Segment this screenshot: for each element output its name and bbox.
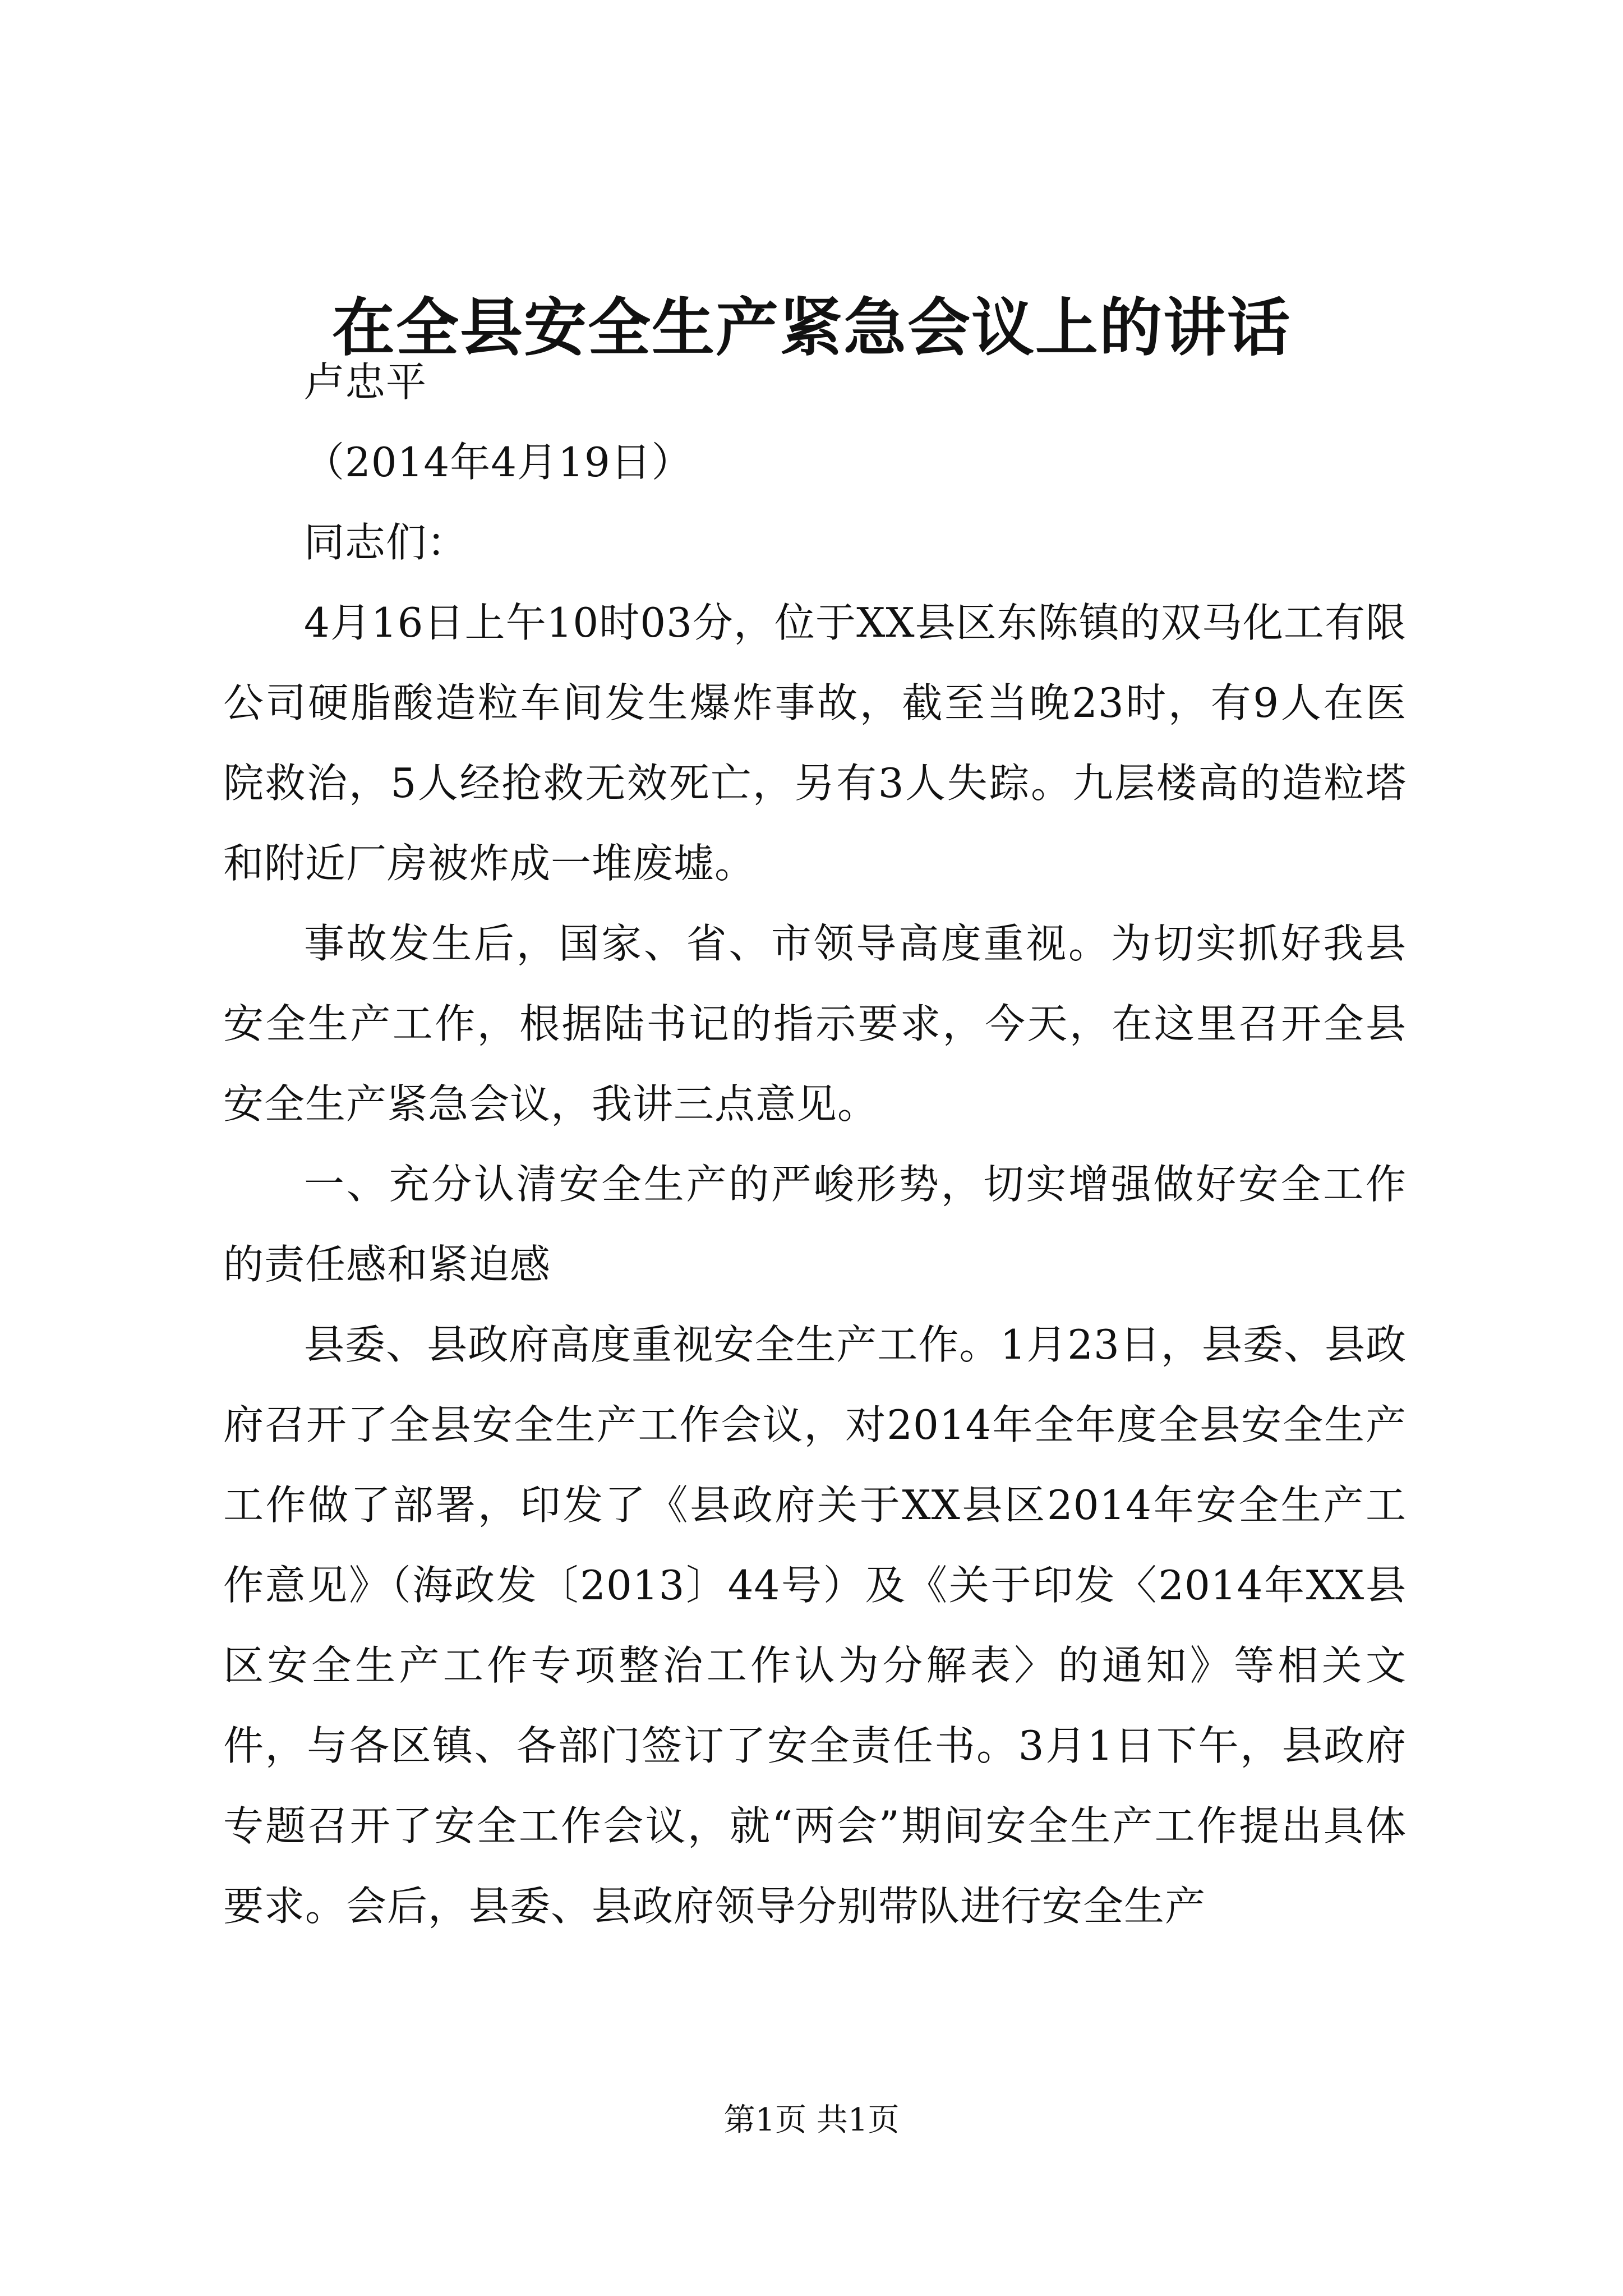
paragraph-incident: 4月16日上午10时03分，位于XX县区东陈镇的双马化工有限公司硬脂酸造粒车间发生爆炸事故，截至当晚23时，有9人在医院救治，5人经抢救无效死亡，另有3人失踪。九层楼高的造粒塔和附近厂房被炸成一堆废墟。: [223, 599, 1407, 887]
salutation: 同志们：: [304, 519, 468, 566]
author-line: 卢忠平: [304, 358, 427, 406]
section-heading-1: 一、充分认清安全生产的严峻形势，切实增强做好安全工作的责任感和紧迫感: [223, 1161, 1407, 1288]
page-title: 在全县安全生产紧急会议上的讲话: [332, 291, 1291, 365]
date-line: （2014年4月19日）: [304, 439, 693, 486]
paragraph-measures: 县委、县政府高度重视安全生产工作。1月23日，县委、县政府召开了全县安全生产工作会议，对2014年全年度全县安全生产工作做了部署，印发了《县政府关于XX县区2014年安全生产工作意见》（海政发〔2013〕44号）及《关于印发〈2014年XX县区安全生产工作专项整治工作认为分解表〉的通知》等相关文件，与各区镇、各部门签订了安全责任书。3月1日下午，县政府专题召开了安全工作会议，就“两会”期间安全生产工作提出具体要求。会后，县委、县政府领导分别带队进行安全生产: [223, 1321, 1407, 1930]
paragraph-response: 事故发生后，国家、省、市领导高度重视。为切实抓好我县安全生产工作，根据陆书记的指示要求，今天，在这里召开全县安全生产紧急会议，我讲三点意见。: [223, 920, 1407, 1128]
document-body: [223, 342, 1407, 1947]
page-footer: 第1页 共1页: [723, 2102, 900, 2138]
